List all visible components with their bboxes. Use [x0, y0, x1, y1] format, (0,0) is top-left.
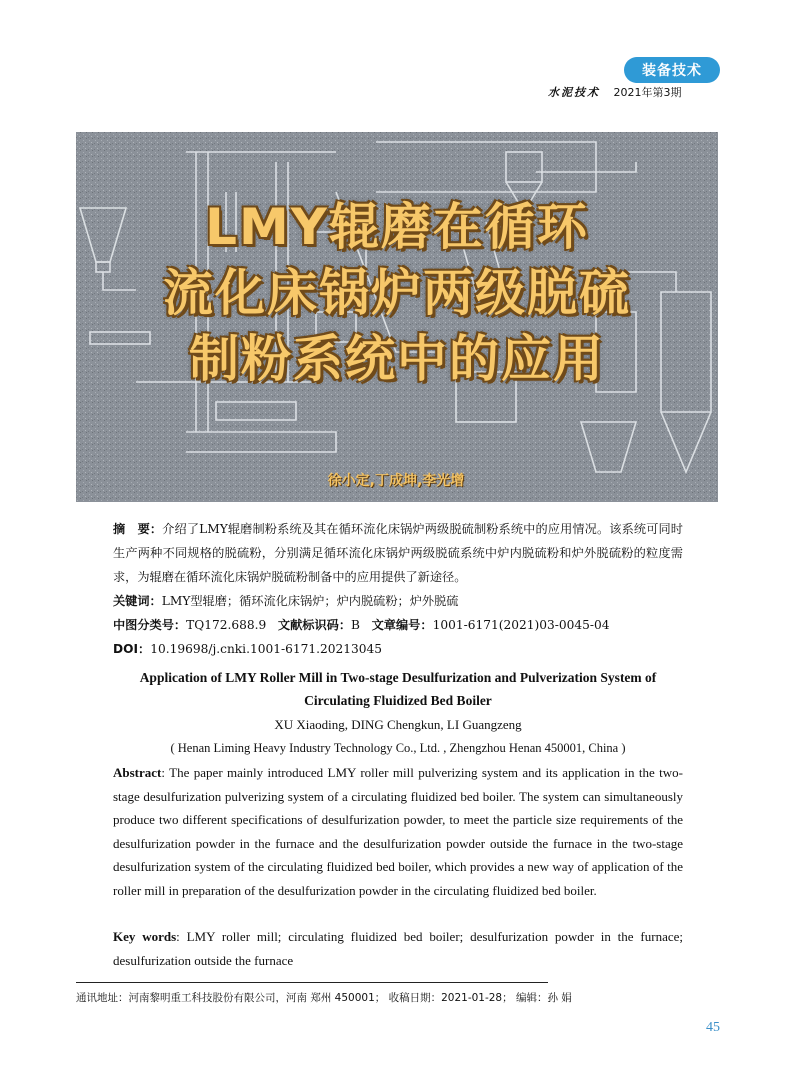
title-line: 流化床锅炉两级脱硫 — [163, 264, 631, 322]
journal-header — [548, 84, 682, 100]
artno-value: 1001-6171(2021)03-0045-04 — [432, 618, 610, 632]
keywords-cn — [113, 589, 683, 613]
article-title-en: Application of LMY Roller Mill in Two-stage Desulfurization and Pulverization System of Circulating Fluidized Bed Boiler — [139, 670, 657, 708]
keywords-label-en: Key words — [113, 929, 177, 944]
clc-value: TQ172.688.9 — [186, 618, 267, 632]
cn-abstract-block — [113, 517, 683, 661]
authors-en: XU Xiaoding, DING Chengkun, LI Guangzeng — [274, 717, 522, 732]
abstract-label-cn: 摘 要： — [113, 522, 163, 536]
doi-line — [113, 637, 683, 661]
authors-cn: 徐小定,丁成坤,李光增 — [327, 473, 465, 489]
abstract-en — [113, 761, 683, 902]
artno-label: 文章编号： — [371, 618, 433, 632]
page-number: 45 — [706, 1020, 720, 1035]
section-badge: 装备技术 — [624, 57, 720, 83]
keywords-text-cn: LMY型辊磨；循环流化床锅炉；炉内脱硫粉；炉外脱硫 — [161, 594, 459, 608]
abstract-text-cn: 介绍了LMY辊磨制粉系统及其在循环流化床锅炉两级脱硫制粉系统中的应用情况。该系统可同时生产两种不同规格的脱硫粉，分别满足循环流化床锅炉两级脱硫系统中炉内脱硫粉和炉外脱硫粉的粒度需求，为辊磨在循环流化床锅炉脱硫粉制备中的应用提供了新途径。 — [113, 522, 683, 584]
footnote-divider — [76, 982, 548, 983]
doccode-value: B — [351, 618, 360, 632]
article-title-cn — [76, 194, 718, 392]
journal-name: 水泥技术 — [548, 86, 600, 99]
classification-line — [113, 613, 683, 637]
title-line: 制粉系统中的应用 — [189, 330, 605, 388]
keywords-label-cn: 关键词： — [113, 594, 162, 608]
clc-label: 中图分类号： — [113, 618, 187, 632]
doi-value: 10.19698/j.cnki.1001-6171.20213045 — [150, 642, 383, 656]
journal-issue: 2021年第3期 — [613, 86, 682, 99]
doccode-label: 文献标识码： — [277, 618, 352, 632]
abstract-text-en: : The paper mainly introduced LMY roller mill pulverizing system and its application in the two-stage desulfurization pulverizing system of a circulating fluidized bed boiler. The system can simultaneously produce two different specifications of desulfurization powder, to meet the particle size requirements of the desulfurization powder in the furnace and the desulfurization powder outside the furnace in the two-stage desulfurization system of the circulating fluidized bed boiler, which provides a new way of application of the roller mill in preparation of the desulfurization powder in the circulating fluidized bed boiler. — [113, 765, 683, 898]
title-banner — [76, 132, 718, 502]
footnote: 通讯地址：河南黎明重工科技股份有限公司，河南 郑州 450001； 收稿日期：2021-01-28； 编辑：孙 娟 — [76, 992, 572, 1004]
doi-label: DOI： — [113, 642, 151, 656]
abstract-cn — [113, 517, 683, 589]
keywords-text-en: : LMY roller mill; circulating fluidized bed boiler; desulfurization powder in the furnace; desulfurization outside the furnace — [113, 929, 683, 968]
keywords-en — [113, 925, 683, 972]
title-line: LMY辊磨在循环 — [205, 198, 589, 256]
affiliation-en: ( Henan Liming Heavy Industry Technology Co., Ltd. , Zhengzhou Henan 450001, China ) — [170, 741, 626, 755]
abstract-label-en: Abstract — [113, 765, 162, 780]
